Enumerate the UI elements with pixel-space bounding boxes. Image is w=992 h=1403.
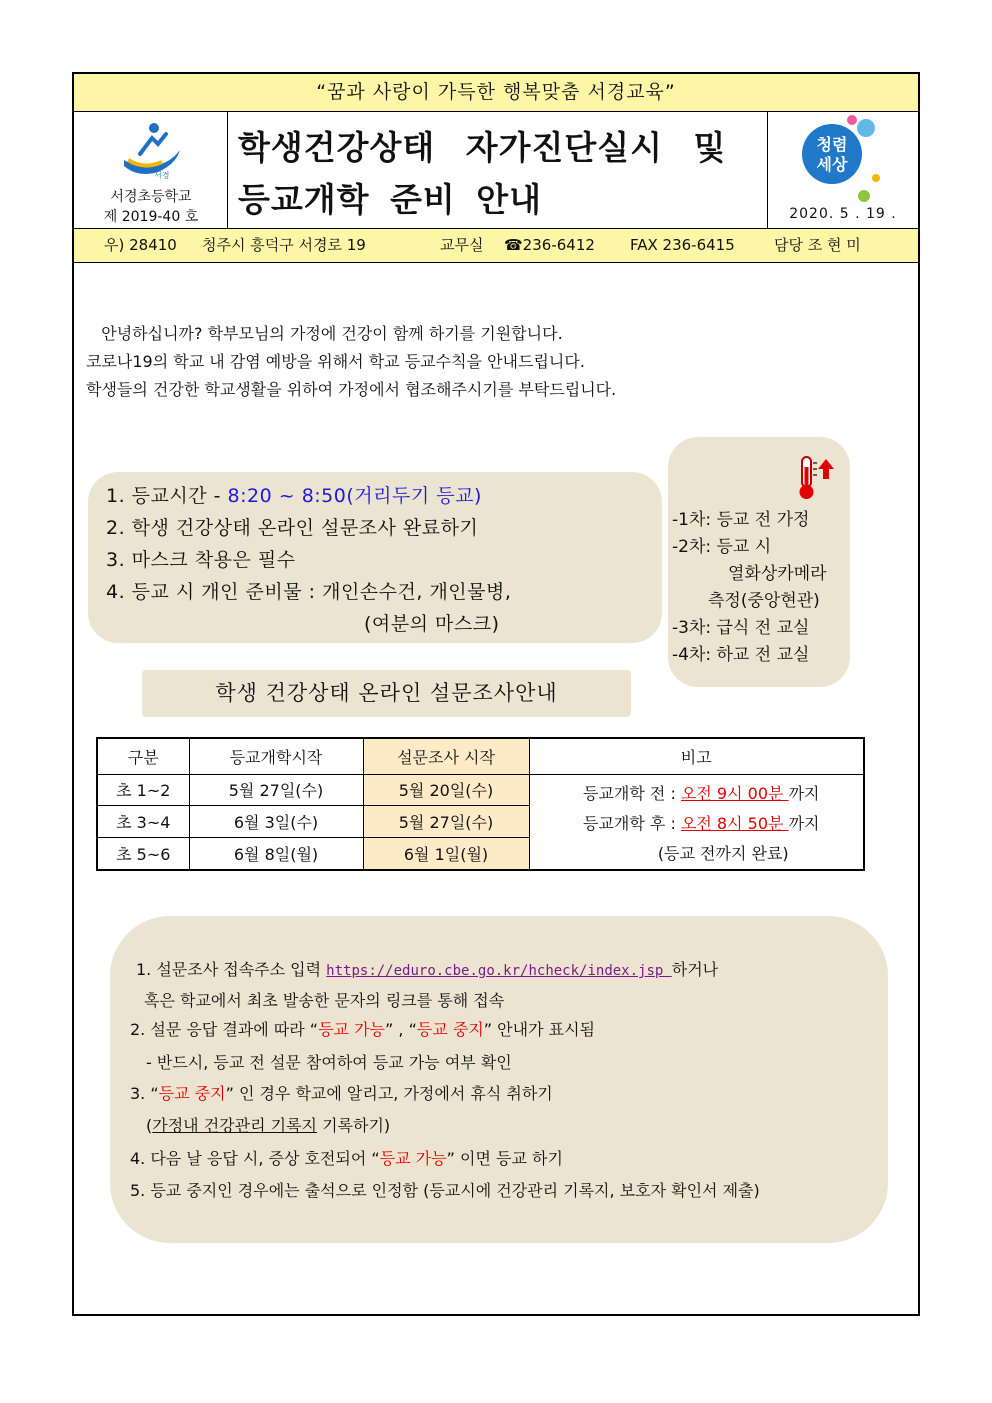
cell-grade: 초 5~6 — [97, 838, 189, 870]
rule-item: 3. 마스크 착용은 필수 — [106, 549, 296, 571]
check-step-1: -1차: 등교 전 가정 — [672, 510, 810, 530]
check-step-2: -2차: 등교 시 — [672, 537, 772, 557]
survey-section-title: 학생 건강상태 온라인 설문조사안내 — [142, 670, 631, 717]
cell-grade: 초 1~2 — [97, 774, 189, 806]
note-deadline: (등교 전까지 완료) — [657, 843, 789, 863]
step-5: 5. 등교 중지인 경우에는 출석으로 인정함 (등교시에 건강관리 기록지, 보호자 확인서 제출) — [130, 1181, 760, 1200]
step-1: 1. 설문조사 접속주소 입력 https://eduro.cbe.go.kr/hcheck/index.jsp 하거나 — [136, 960, 719, 979]
school-rules-box — [88, 472, 662, 643]
office-label: 교무실 — [440, 236, 484, 254]
check-step-4: -4차: 하교 전 교실 — [672, 645, 810, 665]
newsletter-frame — [72, 72, 920, 1316]
contact-info-bar — [74, 229, 918, 263]
emblem-text-top: 청렴 — [816, 135, 848, 154]
rule-item: 4. 등교 시 개인 준비물 : 개인손수건, 개인물병, — [106, 581, 512, 603]
contact-person: 담당 조 현 미 — [774, 236, 861, 254]
note-before: 등교개학 전 : 오전 9시 00분 까지 — [583, 783, 820, 803]
school-motto: “꿈과 사랑이 가득한 행복맞춤 서경교육” — [74, 74, 918, 112]
step-3: 3. “등교 중지” 인 경우 학교에 알리고, 가정에서 휴식 취하기 — [130, 1084, 553, 1103]
rule-item: (여분의 마스크) — [364, 613, 500, 635]
col-header-note: 비고 — [529, 738, 864, 774]
col-header-survey-start: 설문조사 시작 — [363, 738, 529, 774]
postal-code: 우) 28410 — [104, 236, 177, 254]
note-after: 등교개학 후 : 오전 8시 50분 까지 — [583, 813, 820, 833]
rule-item: 2. 학생 건강상태 온라인 설문조사 완료하기 — [106, 517, 479, 539]
emblem-text-bottom: 세상 — [816, 155, 848, 174]
step-3-detail: (가정내 건강관리 기록지 기록하기) — [146, 1116, 391, 1135]
survey-steps-box — [110, 916, 888, 1243]
header — [74, 112, 918, 229]
temperature-check-box — [668, 437, 850, 687]
col-header-school-start: 등교개학시작 — [189, 738, 363, 774]
intro-line: 학생들의 건강한 학교생활을 위하여 가정에서 협조해주시기를 부탁드립니다. — [86, 380, 617, 399]
rule-item: 1. 등교시간 - 8:20 ~ 8:50(거리두기 등교) — [106, 485, 482, 507]
step-2: 2. 설문 응답 결과에 따라 “등교 가능” , “등교 중지” 안내가 표시됨 — [130, 1020, 595, 1039]
cell-grade: 초 3~4 — [97, 806, 189, 838]
cell-survey-start: 5월 20일(수) — [363, 774, 529, 806]
school-logo-icon — [118, 120, 184, 184]
check-step-2-location: 측정(중앙현관) — [708, 591, 820, 611]
thermometer-icon — [794, 455, 836, 501]
phone-number: ☎236-6412 — [504, 236, 595, 254]
survey-schedule-table — [96, 737, 865, 871]
step-2-detail: - 반드시, 등교 전 설문 참여하여 등교 가능 여부 확인 — [146, 1053, 512, 1072]
page-title-line1: 학생건강상태 자가진단실시 및 — [238, 128, 727, 167]
intro-line: 코로나19의 학교 내 감염 예방을 위해서 학교 등교수칙을 안내드립니다. — [86, 352, 585, 371]
cell-school-start: 5월 27일(수) — [189, 774, 363, 806]
address: 청주시 흥덕구 서경로 19 — [202, 236, 366, 254]
health-record-link[interactable]: 가정내 건강관리 기록지 — [152, 1116, 317, 1135]
school-logo-cell — [74, 112, 228, 228]
table-row — [97, 774, 864, 806]
logo-text: 서경 — [154, 171, 170, 180]
col-header-grade: 구분 — [97, 738, 189, 774]
cell-school-start: 6월 3일(수) — [189, 806, 363, 838]
issue-number: 제 2019-40 호 — [103, 209, 199, 225]
check-step-3: -3차: 급식 전 교실 — [672, 618, 810, 638]
school-name: 서경초등학교 — [110, 189, 192, 205]
issue-date: 2020. 5 . 19 . — [789, 206, 897, 222]
survey-url-link[interactable]: https://eduro.cbe.go.kr/hcheck/index.jsp — [326, 963, 672, 979]
page-title-line2: 등교개학 준비 안내 — [238, 180, 543, 219]
check-step-2-detail: 열화상카메라 — [728, 564, 827, 584]
cell-survey-start: 5월 27일(수) — [363, 806, 529, 838]
cell-school-start: 6월 8일(월) — [189, 838, 363, 870]
title-cell — [228, 112, 768, 228]
intro-paragraph — [86, 320, 846, 404]
emblem-cell — [768, 112, 918, 228]
intro-line: 안녕하십니까? 학부모님의 가정에 건강이 함께 하기를 기원합니다. — [101, 324, 563, 343]
step-1-alt: 혹은 학교에서 최초 발송한 문자의 링크를 통해 접속 — [144, 991, 505, 1010]
step-4: 4. 다음 날 응답 시, 증상 호전되어 “등교 가능” 이면 등교 하기 — [130, 1149, 563, 1168]
integrity-emblem-icon — [794, 114, 890, 206]
cell-survey-start: 6월 1일(월) — [363, 838, 529, 870]
fax-number: FAX 236-6415 — [630, 236, 735, 254]
table-header-row — [97, 738, 864, 774]
arrival-time: 8:20 ~ 8:50(거리두기 등교) — [227, 485, 482, 507]
cell-note — [529, 774, 864, 870]
